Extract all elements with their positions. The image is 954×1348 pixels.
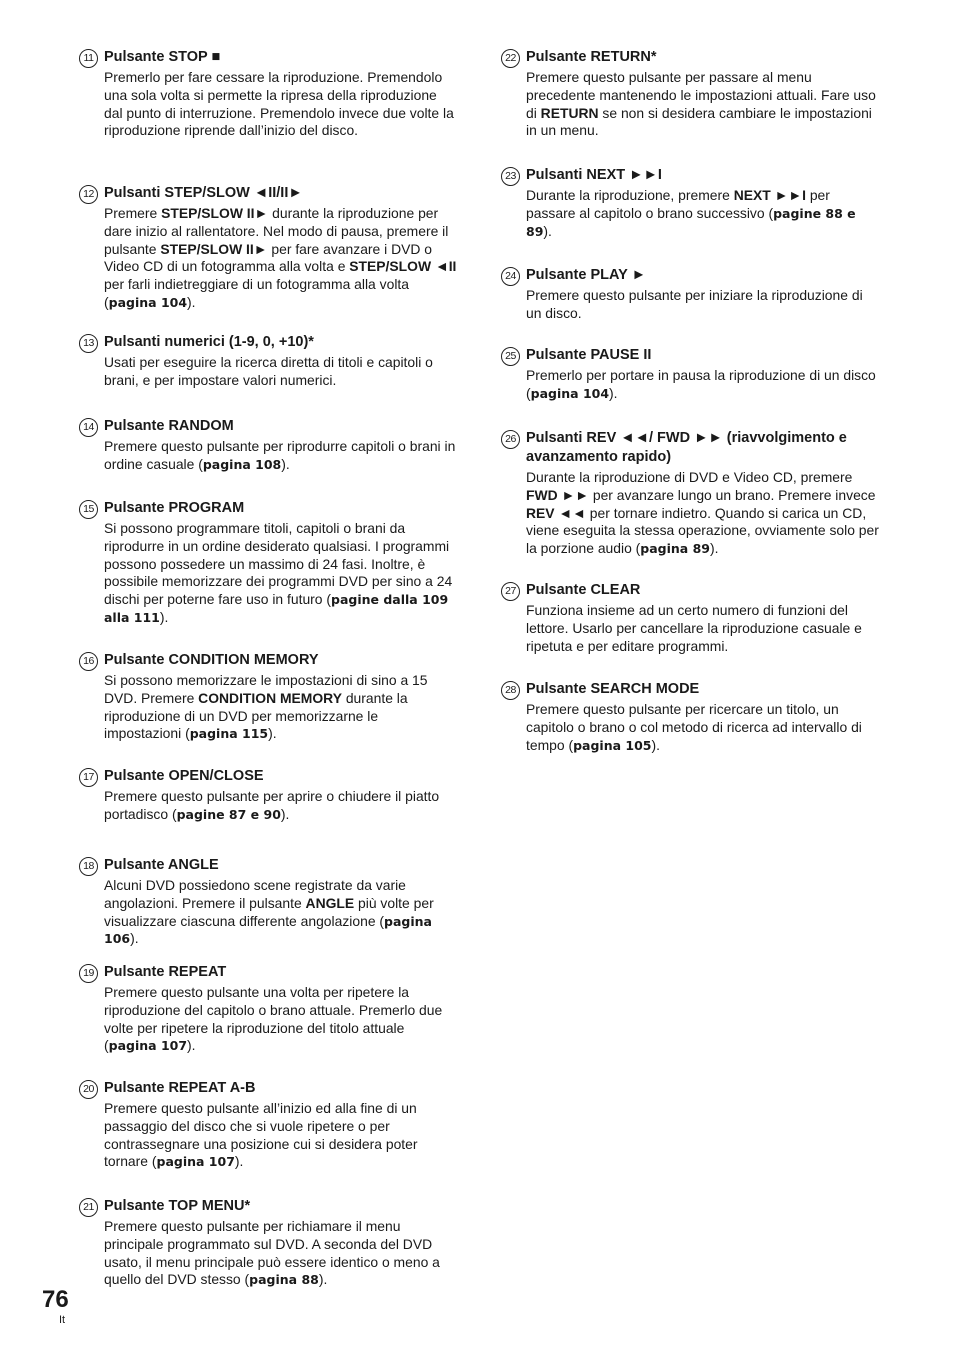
item-number-badge: 24: [501, 267, 520, 286]
item-description: Durante la riproduzione di DVD e Video CD, premere FWD ►► per avanzare lungo un brano. Premere invece REV ◄◄ per tornare indietro. Quando si carica un CD, viene eseguita la stessa operazione, ovviamente solo per la porzione audio (pagina 89).: [526, 469, 879, 557]
item-title: Pulsante RANDOM: [104, 418, 234, 434]
item-number-badge: 27: [501, 582, 520, 601]
button-description-23: [501, 166, 881, 240]
button-description-24: [501, 266, 881, 323]
item-number-badge: 28: [501, 681, 520, 700]
item-number-badge: 26: [501, 430, 520, 449]
item-description: Usati per eseguire la ricerca diretta di titoli e capitoli o brani, e per impostare valori numerici.: [104, 354, 433, 388]
item-number-badge: 19: [79, 964, 98, 983]
item-description: Funziona insieme ad un certo numero di funzioni del lettore. Usarlo per cancellare la riproduzione casuale e ripetuta e per editare programmi.: [526, 602, 862, 654]
item-number-badge: 11: [79, 49, 98, 68]
item-number-badge: 23: [501, 167, 520, 186]
item-number-badge: 14: [79, 418, 98, 437]
item-number-badge: 15: [79, 500, 98, 519]
item-description: Premerlo per portare in pausa la riproduzione di un disco (pagina 104).: [526, 367, 876, 401]
button-description-14: [79, 417, 459, 474]
item-number-badge: 21: [79, 1198, 98, 1217]
button-description-15: [79, 499, 459, 627]
button-description-21: [79, 1197, 459, 1289]
item-description: Premere questo pulsante per iniziare la riproduzione di un disco.: [526, 287, 863, 321]
item-title: Pulsante CLEAR: [526, 582, 641, 598]
item-title: Pulsante REPEAT A-B: [104, 1080, 256, 1096]
item-title: Pulsante PLAY ►: [526, 267, 646, 283]
button-description-20: [79, 1079, 459, 1171]
button-description-12: [79, 184, 459, 312]
item-description: Premere questo pulsante per passare al menu precedente mantenendo le impostazioni attuali. Fare uso di RETURN se non si desidera cambiare le impostazioni in un menu.: [526, 69, 876, 139]
item-description: Premerlo per fare cessare la riproduzione. Premendolo una sola volta si permette la ripresa della riproduzione dal punto di interruzione. Premendolo invece due volte la riproduzione riprende dall’inizio del disco.: [104, 69, 454, 139]
language-code: It: [59, 1314, 66, 1326]
item-description: Premere questo pulsante per riprodurre capitoli o brani in ordine casuale (pagina 108).: [104, 438, 456, 472]
item-title: Pulsante PAUSE II: [526, 347, 652, 363]
item-title: Pulsante CONDITION MEMORY: [104, 652, 319, 668]
item-number-badge: 17: [79, 768, 98, 787]
button-description-13: [79, 333, 459, 390]
page-number: 76: [42, 1286, 69, 1313]
item-number-badge: 18: [79, 857, 98, 876]
item-description: Durante la riproduzione, premere NEXT ►►I per passare al capitolo o brano successivo (pagine 88 e 89).: [526, 187, 856, 239]
item-number-badge: 25: [501, 347, 520, 366]
item-description: Premere questo pulsante all’inizio ed alla fine di un passaggio del disco che si vuole ripetere o per contrassegnare una posizione cui si desidera poter tornare (pagina 107).: [104, 1100, 418, 1170]
item-description: Si possono memorizzare le impostazioni di sino a 15 DVD. Premere CONDITION MEMORY durante la riproduzione di un DVD per memorizzarne le impostazioni (pagina 115).: [104, 672, 428, 742]
item-title: Pulsante ANGLE: [104, 857, 219, 873]
button-description-27: [501, 581, 881, 655]
item-title: Pulsante SEARCH MODE: [526, 681, 700, 697]
item-number-badge: 13: [79, 334, 98, 353]
item-number-badge: 16: [79, 652, 98, 671]
item-title: Pulsante RETURN*: [526, 49, 657, 65]
button-description-19: [79, 963, 459, 1055]
item-description: Premere STEP/SLOW II► durante la riproduzione per dare inizio al rallentatore. Nel modo di pausa, premere il pulsante STEP/SLOW II► per fare avanzare i DVD o Video CD di un fotogramma alla volta e STEP/SLOW ◄II per farli indietreggiare di un fotogramma alla volta (pagina 104).: [104, 205, 457, 310]
item-title: Pulsanti NEXT ►►I: [526, 167, 662, 183]
item-title: Pulsanti STEP/SLOW ◄II/II►: [104, 185, 303, 201]
button-description-18: [79, 856, 459, 948]
item-number-badge: 20: [79, 1080, 98, 1099]
item-title: Pulsante REPEAT: [104, 964, 227, 980]
button-description-11: [79, 48, 459, 140]
item-description: Premere questo pulsante una volta per ripetere la riproduzione del capitolo o brano attuale. Premerlo due volte per ripetere la riproduzione del titolo attuale (pagina 107).: [104, 984, 443, 1054]
item-title: Pulsante TOP MENU*: [104, 1198, 251, 1214]
button-description-17: [79, 767, 459, 824]
item-description: Premere questo pulsante per aprire o chiudere il piatto portadisco (pagine 87 e 90).: [104, 788, 440, 822]
button-description-16: [79, 651, 459, 743]
button-description-26: [501, 429, 881, 558]
button-description-28: [501, 680, 881, 754]
item-description: Premere questo pulsante per richiamare il menu principale programmato sul DVD. A seconda del DVD usato, il menu principale può essere identico o meno a quello del DVD stesso (pagina 88).: [104, 1218, 440, 1288]
button-description-25: [501, 346, 881, 403]
item-title: Pulsanti REV ◄◄/ FWD ►► (riavvolgimento e avanzamento rapido): [526, 430, 847, 465]
item-number-badge: 22: [501, 49, 520, 68]
item-title: Pulsante OPEN/CLOSE: [104, 768, 264, 784]
item-title: Pulsante STOP ■: [104, 49, 221, 65]
item-description: Alcuni DVD possiedono scene registrate da varie angolazioni. Premere il pulsante ANGLE più volte per visualizzare ciascuna differente angolazione (pagina 106).: [104, 877, 434, 947]
item-title: Pulsanti numerici (1-9, 0, +10)*: [104, 334, 314, 350]
item-description: Si possono programmare titoli, capitoli o brani da riprodurre in un ordine desiderato qualsiasi. I programmi possono possedere un massimo di 24 fasi. Inoltre, è possibile memorizzare dei programmi DVD per sino a 24 dischi per poterne fare uso in futuro (pagine dalla 109 alla 111).: [104, 520, 453, 625]
button-description-22: [501, 48, 881, 140]
item-title: Pulsante PROGRAM: [104, 500, 245, 516]
item-number-badge: 12: [79, 185, 98, 204]
item-description: Premere questo pulsante per ricercare un titolo, un capitolo o brano o col metodo di ricerca ad intervallo di tempo (pagina 105).: [526, 701, 862, 753]
